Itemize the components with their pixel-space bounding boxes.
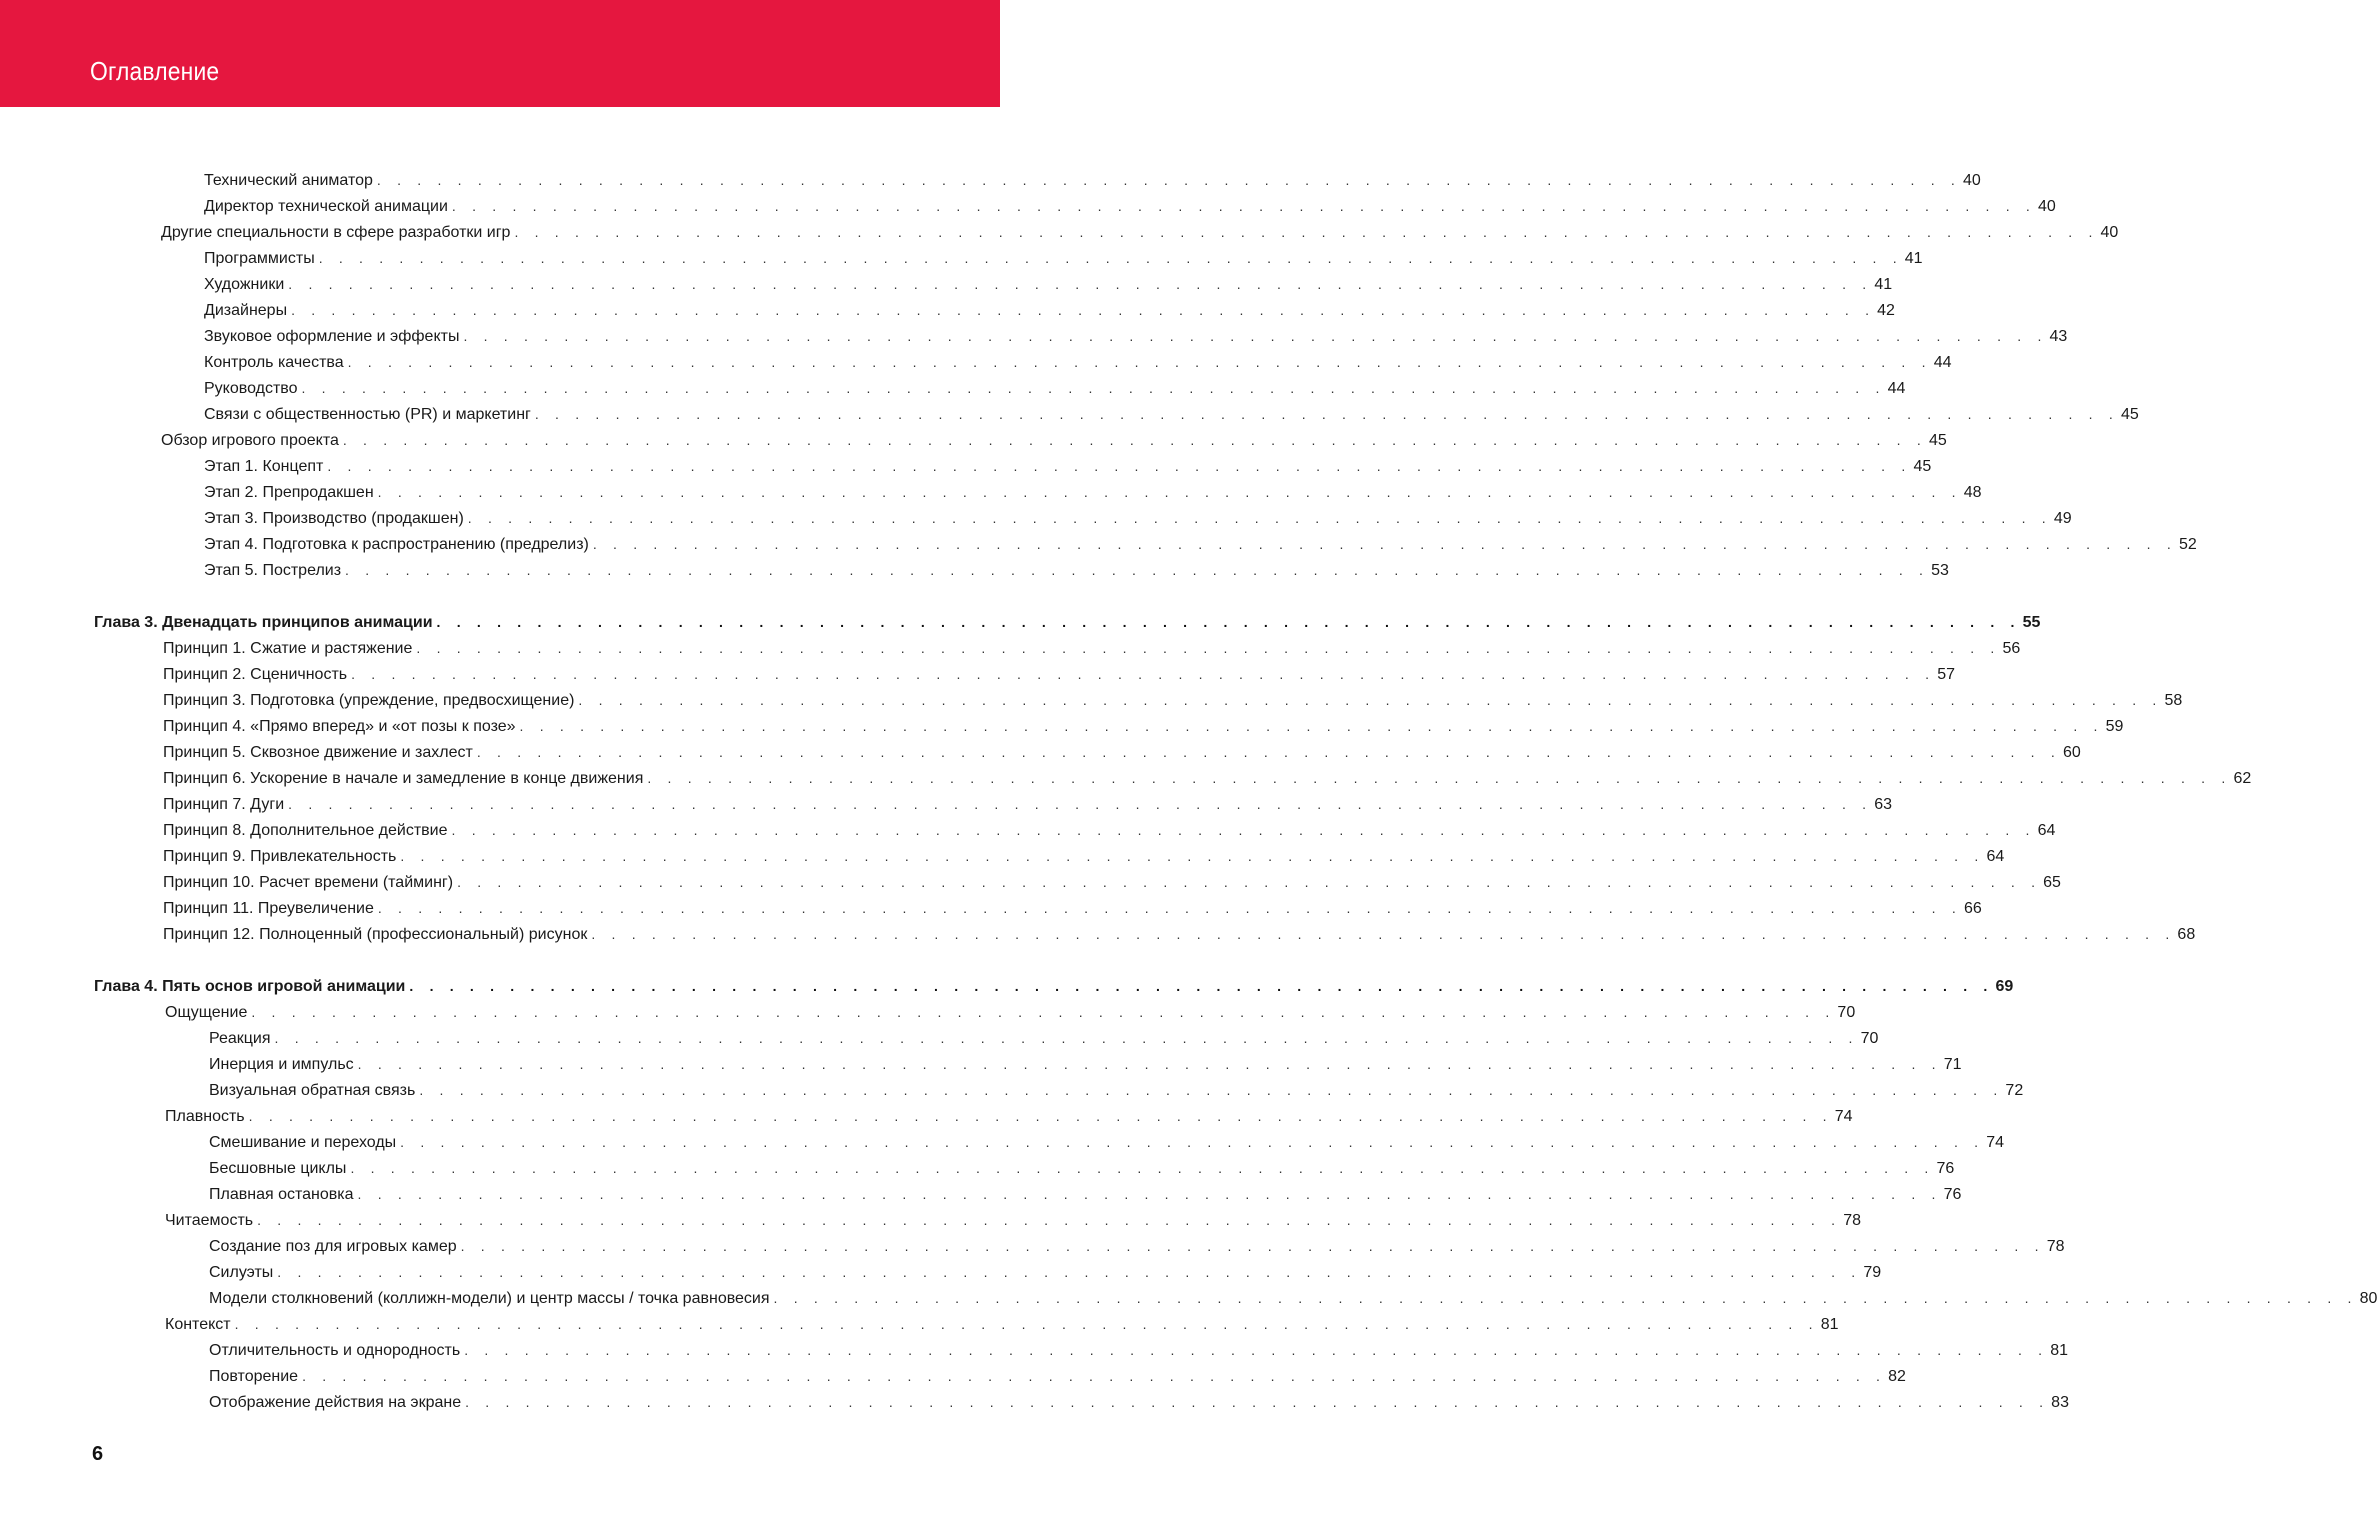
dot-leader: . . . . . . . . . . . . . . . . . . . . . . . . . . . . . . . . . . . . . . . . . . . . . . . . . . . . . . . . . . . . . . . . . . . . . . . . . . . . . . . [773,1290,2358,1306]
toc-chapter-row[interactable] [94,974,2014,998]
toc-entry-title: Принцип 11. Преувеличение [163,900,374,917]
toc-entry-title: Этап 5. Пострелиз [204,562,342,579]
toc-entry-row[interactable] [204,194,2056,218]
toc-entry-title: Художники [204,276,285,293]
toc-entry-row[interactable] [209,1260,1882,1284]
toc-page-number: 59 [2105,718,2124,735]
toc-entry-row[interactable] [204,298,1895,322]
toc-entry-title: Смешивание и переходы [209,1134,397,1151]
dot-leader: . . . . . . . . . . . . . . . . . . . . . . . . . . . . . . . . . . . . . . . . . . . . . . . . . . . . . . . . . . . . . . . . . . . . . . . . . . . . . . . [377,900,1962,916]
toc-entry-row[interactable] [209,1286,2377,1310]
toc-entry-title: Инерция и импульс [209,1056,354,1073]
dot-leader: . . . . . . . . . . . . . . . . . . . . . . . . . . . . . . . . . . . . . . . . . . . . . . . . . . . . . . . . . . . . . . . . . . . . . . . . . . . . . . . [457,874,2042,890]
toc-entry-row[interactable] [204,246,1923,270]
toc-page-number: 80 [2359,1290,2377,1307]
toc-entry-title: Принцип 10. Расчет времени (тайминг) [163,874,454,891]
dot-leader: . . . . . . . . . . . . . . . . . . . . . . . . . . . . . . . . . . . . . . . . . . . . . . . . . . . . . . . . . . . . . . . . . . . . . . . . . . . . . . . [400,1134,1985,1150]
dot-leader: . . . . . . . . . . . . . . . . . . . . . . . . . . . . . . . . . . . . . . . . . . . . . . . . . . . . . . . . . . . . . . . . . . . . . . . . . . . . . . . [248,1108,1833,1124]
toc-page-number: 64 [1986,848,2005,865]
toc-entry-row[interactable] [204,480,1982,504]
dot-leader: . . . . . . . . . . . . . . . . . . . . . . . . . . . . . . . . . . . . . . . . . . . . . . . . . . . . . . . . . . . . . . . . . . . . . . . . . . . . . . . [234,1316,1819,1332]
toc-page-number: 41 [1874,276,1893,293]
toc-entry-row[interactable] [209,1052,1962,1076]
toc-entry-title: Технический аниматор [204,172,373,189]
toc-entry-title: Модели столкновений (коллижн-модели) и центр массы / точка равновесия [209,1290,770,1307]
toc-entry-row[interactable] [163,766,2252,790]
dot-leader: . . . . . . . . . . . . . . . . . . . . . . . . . . . . . . . . . . . . . . . . . . . . . . . . . . . . . . . . . . . . . . . . . . . . . . . . . . . . . . . [591,926,2176,942]
toc-entry-row[interactable] [204,506,2072,530]
dot-leader: . . . . . . . . . . . . . . . . . . . . . . . . . . . . . . . . . . . . . . . . . . . . . . . . . . . . . . . . . . . . . . . . . . . . . . . . . . . . . . . [302,1368,1887,1384]
toc-page-number: 70 [1860,1030,1879,1047]
toc-entry-title: Читаемость [165,1212,254,1229]
toc-page-number: 44 [1887,380,1906,397]
dot-leader: . . . . . . . . . . . . . . . . . . . . . . . . . . . . . . . . . . . . . . . . . . . . . . . . . . . . . . . . . . . . . . . . . . . . . . . . . . . . . . . [357,1186,1942,1202]
toc-page-number: 70 [1837,1004,1856,1021]
toc-page-number: 49 [2053,510,2072,527]
dot-leader: . . . . . . . . . . . . . . . . . . . . . . . . . . . . . . . . . . . . . . . . . . . . . . . . . . . . . . . . . . . . . . . . . . . . . . . . . . . . . . . [351,666,1936,682]
dot-leader: . . . . . . . . . . . . . . . . . . . . . . . . . . . . . . . . . . . . . . . . . . . . . . . . . . . . . . . . . . . . . . . . . . . . . . . . . . . . . . . [451,822,2036,838]
toc-entry-title: Принцип 2. Сценичность [163,666,348,683]
toc-entry-title: Глава 3. Двенадцать принципов анимации [94,614,433,631]
toc-page-number: 43 [2049,328,2068,345]
toc-page-number: 45 [1928,432,1947,449]
dot-leader: . . . . . . . . . . . . . . . . . . . . . . . . . . . . . . . . . . . . . . . . . . . . . . . . . . . . . . . . . . . . . . . . . . . . . . . . . . . . . . . [460,1238,2045,1254]
dot-leader: . . . . . . . . . . . . . . . . . . . . . . . . . . . . . . . . . . . . . . . . . . . . . . . . . . . . . . . . . . . . . . . . . . . . . . . . . . . . . . . [327,458,1912,474]
toc-page-number: 41 [1904,250,1923,267]
toc-page-number: 78 [2046,1238,2065,1255]
toc-entry-row[interactable] [161,220,2119,244]
toc-page-number: 45 [1913,458,1932,475]
toc-entry-title: Принцип 5. Сквозное движение и захлест [163,744,473,761]
toc-entry-row[interactable] [209,1156,1955,1180]
toc-entry-row[interactable] [163,922,2196,946]
toc-entry-row[interactable] [204,402,2139,426]
dot-leader: . . . . . . . . . . . . . . . . . . . . . . . . . . . . . . . . . . . . . . . . . . . . . . . . . . . . . . . . . . . . . . . . . . . . . . . . . . . . . . . [288,276,1873,292]
dot-leader: . . . . . . . . . . . . . . . . . . . . . . . . . . . . . . . . . . . . . . . . . . . . . . . . . . . . . . . . . . . . . . . . . . . . . . . . . . . . . . . [274,1030,1859,1046]
dot-leader: . . . . . . . . . . . . . . . . . . . . . . . . . . . . . . . . . . . . . . . . . . . . . . . . . . . . . . . . . . . . . . . . . . . . . . . . . . . . . . . [467,510,2052,526]
toc-page-number: 55 [2022,614,2041,631]
toc-entry-row[interactable] [165,1312,1839,1336]
toc-page-number: 40 [2038,198,2056,215]
dot-leader: . . . . . . . . . . . . . . . . . . . . . . . . . . . . . . . . . . . . . . . . . . . . . . . . . . . . . . . . . . . . . . . . . . . . . . . . . . . . . . . [342,432,1927,448]
dot-leader: . . . . . . . . . . . . . . . . . . . . . . . . . . . . . . . . . . . . . . . . . . . . . . . . . . . . . . . . . . . . . . . . . . . . . . . . . . . . . . . [578,692,2163,708]
toc-entry-title: Визуальная обратная связь [209,1082,416,1099]
dot-leader: . . . . . . . . . . . . . . . . . . . . . . . . . . . . . . . . . . . . . . . . . . . . . . . . . . . . . . . . . . . . . . . . . . . . . . . . . . . . . . . [519,718,2104,734]
toc-entry-row[interactable] [209,1182,1962,1206]
toc-page-number: 62 [2233,770,2252,787]
toc-entry-row[interactable] [204,376,1906,400]
dot-leader: . . . . . . . . . . . . . . . . . . . . . . . . . . . . . . . . . . . . . . . . . . . . . . . . . . . . . . . . . . . . . . . . . . . . . . . . . . . . . . . [534,406,2119,422]
toc-page-number: 58 [2164,692,2183,709]
header-bar [0,0,1000,107]
toc-page-number: 48 [1963,484,1982,501]
toc-entry-title: Принцип 6. Ускорение в начале и замедление в конце движения [163,770,644,787]
toc-page-number: 71 [1943,1056,1962,1073]
dot-leader: . . . . . . . . . . . . . . . . . . . . . . . . . . . . . . . . . . . . . . . . . . . . . . . . . . . . . . . . . . . . . . . . . . . . . . . . . . . . . . . [451,198,2036,214]
toc-entry-row[interactable] [204,324,2068,348]
dot-leader: . . . . . . . . . . . . . . . . . . . . . . . . . . . . . . . . . . . . . . . . . . . . . . . . . . . . . . . . . . . . . . . . . . . . . . . . . . . . . . . [416,640,2001,656]
toc-entry-row[interactable] [161,428,1947,452]
toc-page-number: 60 [2062,744,2081,761]
toc-entry-row[interactable] [163,870,2061,894]
toc-entry-title: Принцип 1. Сжатие и растяжение [163,640,413,657]
toc-entry-title: Плавная остановка [209,1186,354,1203]
toc-entry-title: Бесшовные циклы [209,1160,347,1177]
toc-page-number: 72 [2005,1082,2024,1099]
dot-leader: . . . . . . . . . . . . . . . . . . . . . . . . . . . . . . . . . . . . . . . . . . . . . . . . . . . . . . . . . . . . . . . . . . . . . . . . . . . . . . . [291,302,1876,318]
toc-entry-title: Этап 3. Производство (продакшен) [204,510,464,527]
toc-page-number: 57 [1937,666,1955,683]
toc-entry-title: Принцип 3. Подготовка (упреждение, предвосхищение) [163,692,575,709]
toc-page-number: 78 [1843,1212,1861,1229]
toc-page-number: 52 [2178,536,2197,553]
toc-entry-title: Отличительность и однородность [209,1342,461,1359]
toc-page-number: 56 [2002,640,2021,657]
toc-entry-title: Отображение действия на экране [209,1394,462,1411]
toc-entry-title: Программисты [204,250,315,267]
toc-entry-row[interactable] [204,558,1949,582]
toc-page-number: 83 [2051,1394,2069,1411]
toc-entry-title: Принцип 8. Дополнительное действие [163,822,448,839]
toc-entry-title: Другие специальности в сфере разработки игр [161,224,511,241]
toc-entry-title: Этап 2. Препродакшен [204,484,374,501]
toc-page-number: 44 [1933,354,1952,371]
toc-entry-row[interactable] [165,1104,1853,1128]
toc-entry-title: Принцип 12. Полноценный (профессиональный) рисунок [163,926,588,943]
dot-leader: . . . . . . . . . . . . . . . . . . . . . . . . . . . . . . . . . . . . . . . . . . . . . . . . . . . . . . . . . . . . . . . . . . . . . . . . . . . . . . . [476,744,2061,760]
toc-entry-title: Директор технической анимации [204,198,448,215]
dot-leader: . . . . . . . . . . . . . . . . . . . . . . . . . . . . . . . . . . . . . . . . . . . . . . . . . . . . . . . . . . . . . . . . . . . . . . . . . . . . . . . [409,978,1994,994]
toc-page-number: 81 [2050,1342,2069,1359]
toc-entry-row[interactable] [163,896,1982,920]
dot-leader: . . . . . . . . . . . . . . . . . . . . . . . . . . . . . . . . . . . . . . . . . . . . . . . . . . . . . . . . . . . . . . . . . . . . . . . . . . . . . . . [465,1394,2050,1410]
toc-page-number: 81 [1820,1316,1839,1333]
toc-page-number: 82 [1888,1368,1906,1385]
toc-entry-row[interactable] [204,532,2197,556]
dot-leader: . . . . . . . . . . . . . . . . . . . . . . . . . . . . . . . . . . . . . . . . . . . . . . . . . . . . . . . . . . . . . . . . . . . . . . . . . . . . . . . [419,1082,2004,1098]
dot-leader: . . . . . . . . . . . . . . . . . . . . . . . . . . . . . . . . . . . . . . . . . . . . . . . . . . . . . . . . . . . . . . . . . . . . . . . . . . . . . . . [350,1160,1935,1176]
toc-entry-title: Этап 4. Подготовка к распространению (предрелиз) [204,536,589,553]
page-title: Оглавление [90,56,220,86]
dot-leader: . . . . . . . . . . . . . . . . . . . . . . . . . . . . . . . . . . . . . . . . . . . . . . . . . . . . . . . . . . . . . . . . . . . . . . . . . . . . . . . [463,328,2048,344]
dot-leader: . . . . . . . . . . . . . . . . . . . . . . . . . . . . . . . . . . . . . . . . . . . . . . . . . . . . . . . . . . . . . . . . . . . . . . . . . . . . . . . [347,354,1932,370]
toc-page-number: 65 [2043,874,2061,891]
toc-entry-title: Повторение [209,1368,299,1385]
toc-page-number: 68 [2177,926,2196,943]
toc-page-number: 76 [1943,1186,1962,1203]
toc-entry-title: Дизайнеры [204,302,288,319]
toc-entry-row[interactable] [209,1078,2024,1102]
toc-chapter-row[interactable] [94,610,2041,634]
toc-entry-row[interactable] [163,792,1893,816]
toc-page-number: 53 [1931,562,1949,579]
toc-page-number: 74 [1834,1108,1853,1125]
toc-entry-title: Этап 1. Концепт [204,458,324,475]
toc-entry-title: Ощущение [165,1004,248,1021]
dot-leader: . . . . . . . . . . . . . . . . . . . . . . . . . . . . . . . . . . . . . . . . . . . . . . . . . . . . . . . . . . . . . . . . . . . . . . . . . . . . . . . [301,380,1886,396]
toc-page-number: 69 [1995,978,2014,995]
toc-entry-title: Руководство [204,380,298,397]
dot-leader: . . . . . . . . . . . . . . . . . . . . . . . . . . . . . . . . . . . . . . . . . . . . . . . . . . . . . . . . . . . . . . . . . . . . . . . . . . . . . . . [357,1056,1942,1072]
toc-entry-title: Принцип 7. Дуги [163,796,285,813]
dot-leader: . . . . . . . . . . . . . . . . . . . . . . . . . . . . . . . . . . . . . . . . . . . . . . . . . . . . . . . . . . . . . . . . . . . . . . . . . . . . . . . [592,536,2177,552]
toc-entry-row[interactable] [209,1130,2005,1154]
dot-leader: . . . . . . . . . . . . . . . . . . . . . . . . . . . . . . . . . . . . . . . . . . . . . . . . . . . . . . . . . . . . . . . . . . . . . . . . . . . . . . . [251,1004,1836,1020]
toc-entry-row[interactable] [209,1026,1879,1050]
toc-page-number: 40 [1963,172,1981,189]
dot-leader: . . . . . . . . . . . . . . . . . . . . . . . . . . . . . . . . . . . . . . . . . . . . . . . . . . . . . . . . . . . . . . . . . . . . . . . . . . . . . . . [318,250,1903,266]
toc-entry-row[interactable] [204,168,1981,192]
dot-leader: . . . . . . . . . . . . . . . . . . . . . . . . . . . . . . . . . . . . . . . . . . . . . . . . . . . . . . . . . . . . . . . . . . . . . . . . . . . . . . . [400,848,1985,864]
toc-entry-row[interactable] [209,1234,2065,1258]
dot-leader: . . . . . . . . . . . . . . . . . . . . . . . . . . . . . . . . . . . . . . . . . . . . . . . . . . . . . . . . . . . . . . . . . . . . . . . . . . . . . . . [376,172,1961,188]
toc-entry-title: Обзор игрового проекта [161,432,339,449]
toc-page-number: 66 [1963,900,1982,917]
toc-entry-row[interactable] [204,272,1893,296]
toc-entry-title: Контекст [165,1316,231,1333]
dot-leader: . . . . . . . . . . . . . . . . . . . . . . . . . . . . . . . . . . . . . . . . . . . . . . . . . . . . . . . . . . . . . . . . . . . . . . . . . . . . . . . [464,1342,2049,1358]
dot-leader: . . . . . . . . . . . . . . . . . . . . . . . . . . . . . . . . . . . . . . . . . . . . . . . . . . . . . . . . . . . . . . . . . . . . . . . . . . . . . . . [514,224,2099,240]
toc-entry-row[interactable] [163,662,1955,686]
toc-page-number: 40 [2100,224,2119,241]
toc-page-number: 79 [1863,1264,1882,1281]
toc-entry-row[interactable] [163,714,2124,738]
toc-page-number: 64 [2037,822,2056,839]
page-number: 6 [92,1443,104,1465]
dot-leader: . . . . . . . . . . . . . . . . . . . . . . . . . . . . . . . . . . . . . . . . . . . . . . . . . . . . . . . . . . . . . . . . . . . . . . . . . . . . . . . [377,484,1962,500]
toc-entry-title: Контроль качества [204,354,344,371]
toc-page-number: 74 [1986,1134,2005,1151]
toc-entry-title: Принцип 4. «Прямо вперед» и «от позы к позе» [163,718,516,735]
toc-entry-row[interactable] [209,1364,1906,1388]
toc-page-number: 63 [1874,796,1893,813]
toc-entry-row[interactable] [163,844,2005,868]
toc-entry-row[interactable] [163,818,2056,842]
dot-leader: . . . . . . . . . . . . . . . . . . . . . . . . . . . . . . . . . . . . . . . . . . . . . . . . . . . . . . . . . . . . . . . . . . . . . . . . . . . . . . . [288,796,1873,812]
toc-page-number: 76 [1936,1160,1955,1177]
toc-entry-title: Силуэты [209,1264,274,1281]
toc-entry-row[interactable] [163,636,2021,660]
toc-entry-title: Плавность [165,1108,245,1125]
toc-entry-row[interactable] [204,350,1952,374]
toc-entry-row[interactable] [165,1000,1856,1024]
toc-page-number: 45 [2120,406,2139,423]
toc-entry-row[interactable] [209,1390,2069,1414]
dot-leader: . . . . . . . . . . . . . . . . . . . . . . . . . . . . . . . . . . . . . . . . . . . . . . . . . . . . . . . . . . . . . . . . . . . . . . . . . . . . . . . [647,770,2232,786]
toc-entry-row[interactable] [209,1338,2069,1362]
toc-entry-title: Звуковое оформление и эффекты [204,328,460,345]
toc-entry-title: Реакция [209,1030,271,1047]
toc-entry-title: Создание поз для игровых камер [209,1238,457,1255]
dot-leader: . . . . . . . . . . . . . . . . . . . . . . . . . . . . . . . . . . . . . . . . . . . . . . . . . . . . . . . . . . . . . . . . . . . . . . . . . . . . . . . [257,1212,1842,1228]
toc-entry-row[interactable] [163,688,2183,712]
toc-entry-row[interactable] [165,1208,1861,1232]
dot-leader: . . . . . . . . . . . . . . . . . . . . . . . . . . . . . . . . . . . . . . . . . . . . . . . . . . . . . . . . . . . . . . . . . . . . . . . . . . . . . . . [345,562,1930,578]
toc-entry-title: Глава 4. Пять основ игровой анимации [94,978,406,995]
toc-page-number: 42 [1877,302,1895,319]
dot-leader: . . . . . . . . . . . . . . . . . . . . . . . . . . . . . . . . . . . . . . . . . . . . . . . . . . . . . . . . . . . . . . . . . . . . . . . . . . . . . . . [436,614,2021,630]
toc-entry-title: Связи с общественностью (PR) и маркетинг [204,406,531,423]
toc-entry-row[interactable] [204,454,1932,478]
dot-leader: . . . . . . . . . . . . . . . . . . . . . . . . . . . . . . . . . . . . . . . . . . . . . . . . . . . . . . . . . . . . . . . . . . . . . . . . . . . . . . . [277,1264,1862,1280]
toc-entry-title: Принцип 9. Привлекательность [163,848,397,865]
toc-entry-row[interactable] [163,740,2081,764]
